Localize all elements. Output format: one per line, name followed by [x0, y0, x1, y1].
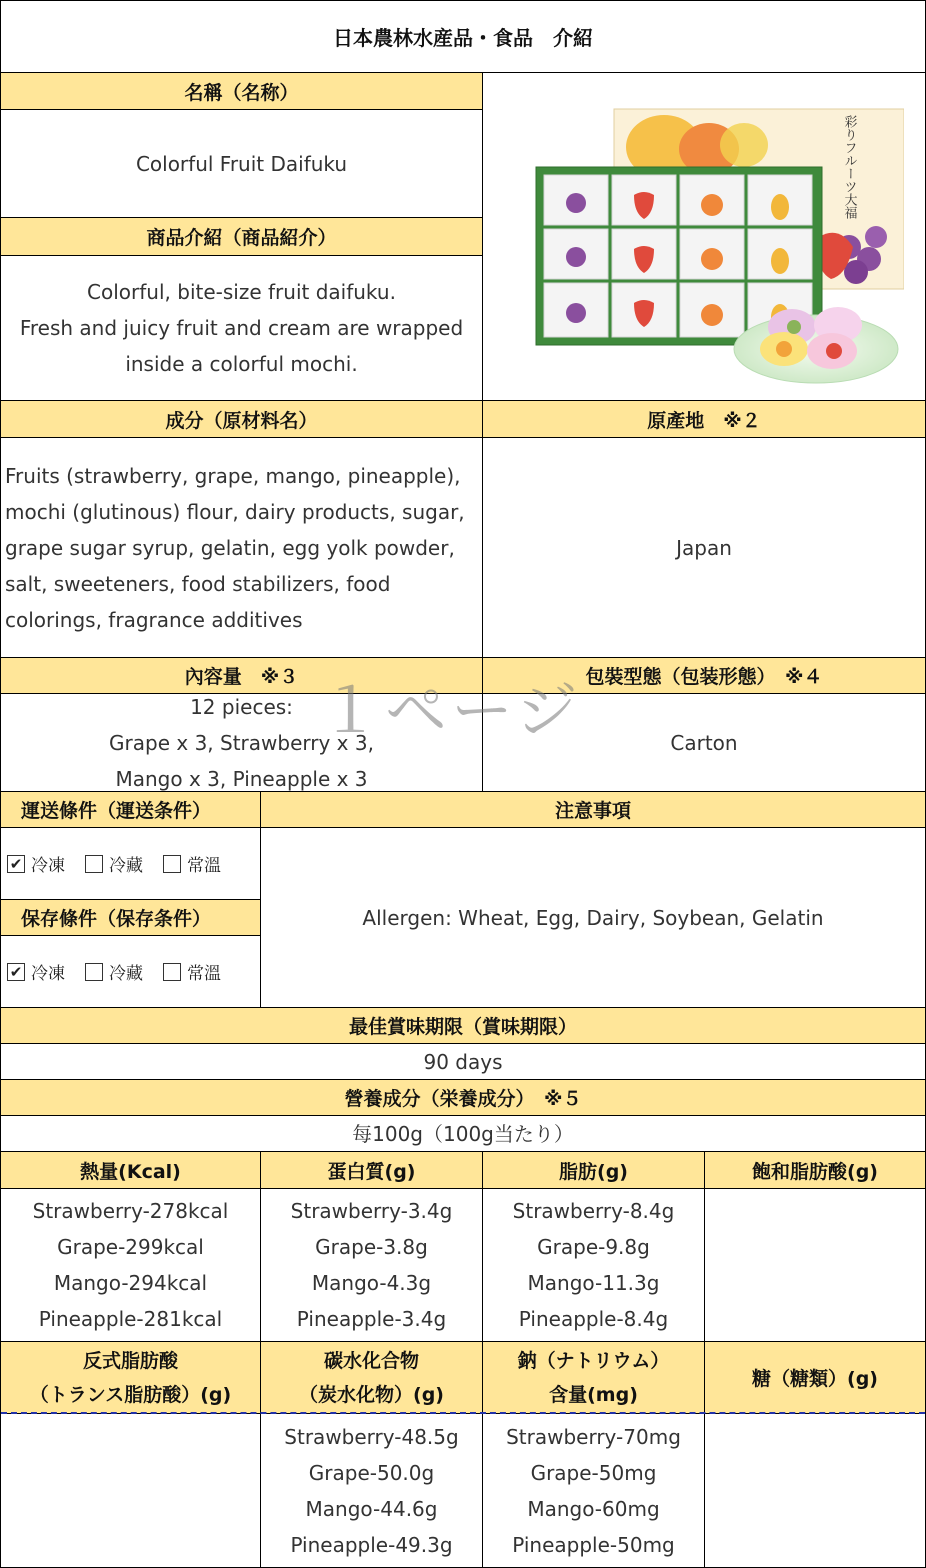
intro-line: Fresh and juicy fruit and cream are wrapped [19, 316, 464, 340]
checkbox-label: 常溫 [187, 856, 221, 876]
storage-ambient-checkbox[interactable] [163, 959, 221, 984]
fat-header: 脂肪(g) [483, 1152, 705, 1189]
page-watermark: １ページ [319, 674, 582, 747]
sodium-line: Grape-50mg [530, 1460, 657, 1485]
sodium-header-line: 含量(mg) [549, 1383, 638, 1406]
trans-fat-header-line: 反式脂肪酸 [82, 1349, 178, 1372]
energy-line: Strawberry-278kcal [32, 1199, 229, 1223]
checkbox-label: 冷凍 [31, 856, 65, 876]
transport-header: 運送條件（運送条件） [1, 792, 261, 828]
protein-line: Strawberry-3.4g [290, 1199, 453, 1223]
transport-chilled-checkbox[interactable] [85, 851, 143, 876]
energy-line: Mango-294kcal [53, 1271, 208, 1295]
packaging-value: Carton [483, 694, 925, 792]
content-line: Mango x 3, Pineapple x 3 [115, 766, 368, 791]
energy-header: 熱量(Kcal) [1, 1152, 261, 1189]
checkmark-icon: ✔ [7, 963, 25, 981]
fat-line: Grape-9.8g [537, 1235, 650, 1259]
energy-line: Grape-299kcal [57, 1235, 204, 1259]
carbs-line: Grape-50.0g [308, 1460, 435, 1485]
storage-options [1, 936, 261, 1008]
best-before-header: 最佳賞味期限（賞味期限） [1, 1008, 925, 1044]
fat-line: Mango-11.3g [527, 1271, 660, 1295]
protein-header: 蛋白質(g) [261, 1152, 483, 1189]
content-line: 12 pieces: [190, 694, 293, 719]
protein-line: Mango-4.3g [311, 1271, 432, 1295]
ingredient-line: grape sugar syrup, gelatin, egg yolk powder, [5, 535, 455, 560]
checkbox-label: 冷藏 [109, 856, 143, 876]
trans-fat-header [1, 1342, 261, 1414]
content-line: Grape x 3, Strawberry x 3, [109, 730, 374, 755]
carbs-header-line: （炭水化物）(g) [299, 1383, 444, 1406]
empty-box-icon [85, 963, 103, 981]
ingredient-line: salt, sweeteners, food stabilizers, food [5, 571, 391, 596]
content-header: 內容量 ※３ [1, 658, 483, 694]
saturated-fat-header: 飽和脂肪酸(g) [705, 1152, 925, 1189]
product-image [504, 87, 904, 387]
carbs-line: Pineapple-49.3g [290, 1532, 453, 1557]
sugar-values [705, 1414, 925, 1567]
checkbox-label: 冷凍 [31, 964, 65, 984]
intro-header: 商品介紹（商品紹介） [1, 218, 483, 256]
nutrition-per: 每100g（100g当たり） [1, 1116, 925, 1152]
page-title: 日本農林水産品・食品 介紹 [1, 1, 925, 73]
checkbox-label: 冷藏 [109, 964, 143, 984]
ingredient-line: colorings, fragrance additives [5, 607, 303, 632]
name-value: Colorful Fruit Daifuku [1, 110, 483, 218]
storage-frozen-checkbox[interactable] [7, 959, 65, 984]
checkbox-label: 常溫 [187, 964, 221, 984]
name-header: 名稱（名称） [1, 73, 483, 110]
trans-fat-values [1, 1414, 261, 1567]
transport-frozen-checkbox[interactable] [7, 851, 65, 876]
saturated-fat-values [705, 1189, 925, 1342]
carbs-line: Strawberry-48.5g [284, 1424, 459, 1449]
storage-header: 保存條件（保存条件） [1, 900, 261, 936]
fat-line: Strawberry-8.4g [512, 1199, 675, 1223]
carbs-header-line: 碳水化合物 [323, 1349, 419, 1372]
trans-fat-header-line: （トランス脂肪酸）(g) [29, 1383, 232, 1406]
carbs-header [261, 1342, 483, 1414]
origin-header: 原產地 ※２ [483, 401, 925, 438]
page-break-line [1, 1412, 925, 1414]
ingredients-header: 成分（原材料名） [1, 401, 483, 438]
ingredient-line: Fruits (strawberry, grape, mango, pineapple), [5, 463, 461, 488]
transport-options [1, 828, 261, 900]
sodium-header-line: 鈉（ナトリウム） [517, 1349, 670, 1372]
sodium-header [483, 1342, 705, 1414]
energy-values [1, 1189, 261, 1342]
carbs-values [261, 1414, 483, 1567]
nutrition-header: 營養成分（栄養成分） ※５ [1, 1080, 925, 1116]
protein-line: Grape-3.8g [315, 1235, 428, 1259]
notes-header: 注意事項 [261, 792, 925, 828]
sodium-line: Mango-60mg [527, 1496, 660, 1521]
box-label: 彩りフルーツ大福 [841, 114, 857, 219]
sugar-header: 糖（糖類）(g) [705, 1342, 925, 1414]
storage-chilled-checkbox[interactable] [85, 959, 143, 984]
intro-line: Colorful, bite-size fruit daifuku. [87, 280, 396, 304]
product-image-cell [483, 73, 925, 401]
ingredients-value [1, 438, 483, 658]
empty-box-icon [163, 855, 181, 873]
intro-value [1, 256, 483, 401]
protein-line: Pineapple-3.4g [296, 1307, 447, 1331]
content-value [1, 694, 483, 792]
sodium-values [483, 1414, 705, 1567]
notes-value: Allergen: Wheat, Egg, Dairy, Soybean, Gelatin [261, 828, 925, 1008]
intro-line: inside a colorful mochi. [125, 352, 358, 376]
empty-box-icon [163, 963, 181, 981]
origin-value: Japan [483, 438, 925, 658]
sodium-line: Pineapple-50mg [512, 1532, 675, 1557]
empty-box-icon [85, 855, 103, 873]
energy-line: Pineapple-281kcal [38, 1307, 223, 1331]
ingredient-line: mochi (glutinous) flour, dairy products, sugar, [5, 499, 465, 524]
fat-line: Pineapple-8.4g [518, 1307, 669, 1331]
transport-ambient-checkbox[interactable] [163, 851, 221, 876]
fat-values [483, 1189, 705, 1342]
packaging-header: 包裝型態（包装形態） ※４ [483, 658, 925, 694]
protein-values [261, 1189, 483, 1342]
carbs-line: Mango-44.6g [305, 1496, 438, 1521]
checkmark-icon: ✔ [7, 855, 25, 873]
sodium-line: Strawberry-70mg [506, 1424, 681, 1449]
best-before-value: 90 days [1, 1044, 925, 1080]
